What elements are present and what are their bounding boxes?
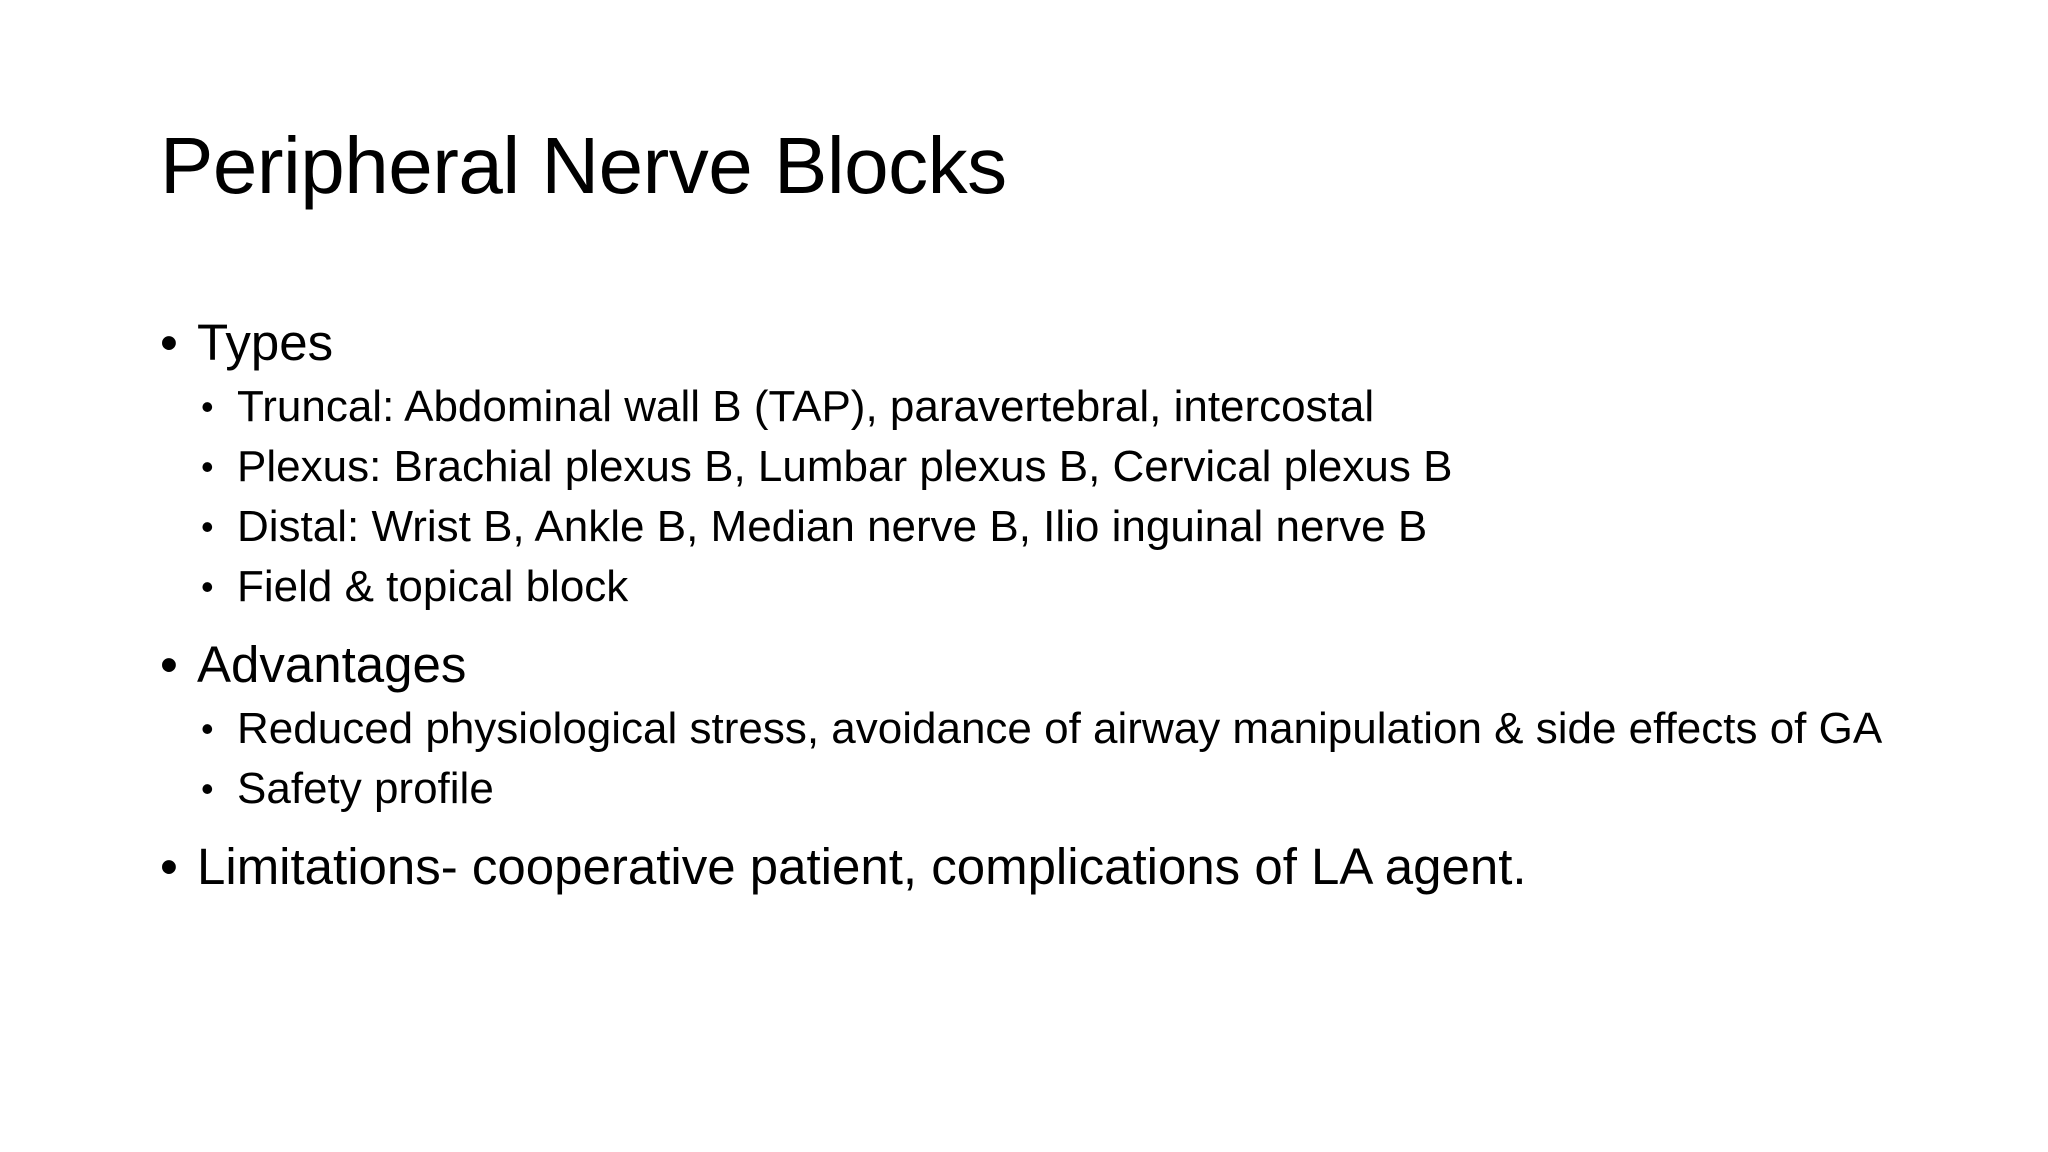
bullet-dot-icon: • [201,768,214,810]
bullet-advantages [160,634,1940,695]
sub-bullet-safety-profile [123,761,1940,816]
bullet-label: Limitations- cooperative patient, complications of LA agent. [197,838,1527,896]
sub-bullet-reduced-stress [123,701,1940,756]
sub-bullet-text: Truncal: Abdominal wall B (TAP), paravertebral, intercostal [237,382,1375,432]
sub-bullet-field-topical [123,559,1940,614]
types-sublist [160,379,1940,614]
sub-bullet-text: Plexus: Brachial plexus B, Lumbar plexus B, Cervical plexus B [237,442,1453,492]
sub-bullet-text: Field & topical block [237,562,629,612]
bullet-label: Advantages [197,636,467,694]
bullet-dot-icon: • [160,314,178,371]
bullet-dot-icon: • [160,636,178,694]
bullet-dot-icon: • [201,708,214,750]
bullet-types [160,312,1940,373]
sub-bullet-distal [123,499,1940,554]
bullet-label: Types [197,314,334,371]
bullet-dot-icon: • [201,506,214,548]
sub-bullet-text: Distal: Wrist B, Ankle B, Median nerve B, Ilio inguinal nerve B [237,502,1428,552]
sub-bullet-plexus [123,439,1940,494]
bullet-dot-icon: • [201,446,214,488]
sub-bullet-truncal [123,379,1940,434]
bullet-limitations [160,836,1940,897]
sub-bullet-text: Safety profile [237,764,494,814]
bullet-dot-icon: • [201,386,214,428]
advantages-sublist [160,701,1940,816]
bullet-dot-icon: • [201,566,214,608]
slide-title: Peripheral Nerve Blocks [160,121,1007,210]
bullet-dot-icon: • [160,838,178,896]
sub-bullet-text: Reduced physiological stress, avoidance of airway manipulation & side effects of GA [237,704,1883,754]
slide-body [160,312,1940,898]
